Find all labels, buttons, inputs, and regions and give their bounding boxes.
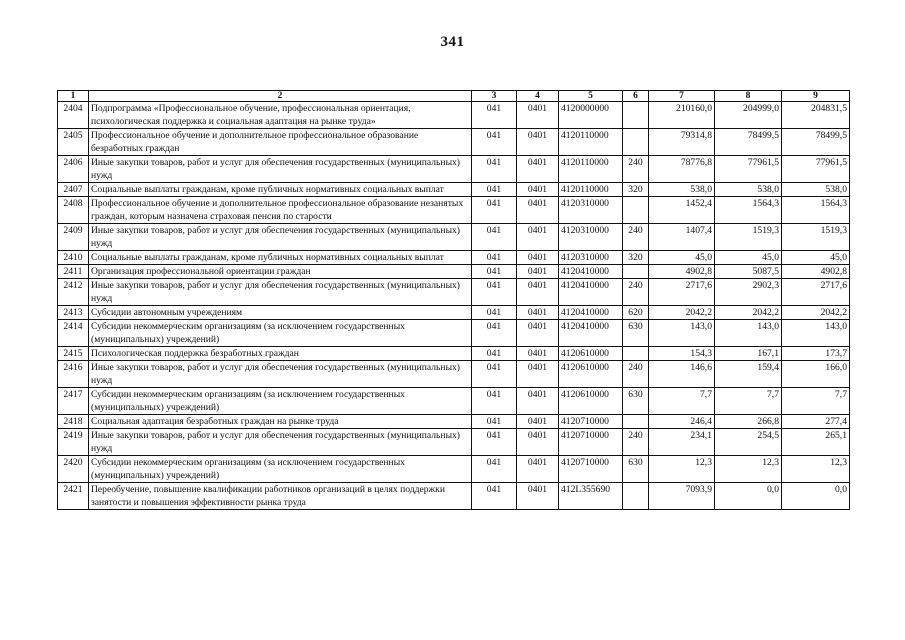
amount-col-9: 7,7: [782, 388, 850, 415]
section-code: 0401: [517, 456, 559, 483]
expense-type-code: 630: [623, 456, 649, 483]
table-row: [58, 415, 850, 429]
expense-type-code: 620: [623, 306, 649, 320]
amount-col-7: 210160,0: [649, 102, 715, 129]
target-code: 4120110000: [559, 183, 623, 197]
section-code: 0401: [517, 279, 559, 306]
amount-col-9: 0,0: [782, 483, 850, 510]
col-header: 5: [559, 91, 623, 102]
expense-type-code: [623, 129, 649, 156]
amount-col-9: 1519,3: [782, 224, 850, 251]
item-name: Субсидии некоммерческим организациям (за исключением государственных (муниципальных) учреждений): [89, 388, 472, 415]
row-number: 2404: [58, 102, 89, 129]
amount-col-8: 159,4: [715, 361, 782, 388]
expense-type-code: [623, 415, 649, 429]
item-name: Иные закупки товаров, работ и услуг для обеспечения государственных (муниципальных) нужд: [89, 224, 472, 251]
table-row: [58, 347, 850, 361]
ministry-code: 041: [472, 102, 517, 129]
amount-col-8: 78499,5: [715, 129, 782, 156]
amount-col-8: 538,0: [715, 183, 782, 197]
target-code: 4120310000: [559, 197, 623, 224]
amount-col-7: 78776,8: [649, 156, 715, 183]
ministry-code: 041: [472, 129, 517, 156]
section-code: 0401: [517, 429, 559, 456]
item-name: Психологическая поддержка безработных граждан: [89, 347, 472, 361]
amount-col-7: 538,0: [649, 183, 715, 197]
item-name: Профессиональное обучение и дополнительное профессиональное образование безработных граждан: [89, 129, 472, 156]
amount-col-9: 277,4: [782, 415, 850, 429]
target-code: 4120410000: [559, 306, 623, 320]
table-row: [58, 102, 850, 129]
table-row: [58, 279, 850, 306]
row-number: 2414: [58, 320, 89, 347]
col-header: 4: [517, 91, 559, 102]
amount-col-7: 79314,8: [649, 129, 715, 156]
target-code: 4120410000: [559, 320, 623, 347]
section-code: 0401: [517, 415, 559, 429]
amount-col-9: 78499,5: [782, 129, 850, 156]
section-code: 0401: [517, 156, 559, 183]
amount-col-9: 166,0: [782, 361, 850, 388]
table-row: [58, 197, 850, 224]
amount-col-8: 0,0: [715, 483, 782, 510]
expense-type-code: [623, 483, 649, 510]
amount-col-8: 266,8: [715, 415, 782, 429]
item-name: Переобучение, повышение квалификации работников организаций в целях поддержки занятости и повышения эффективности рынка труда: [89, 483, 472, 510]
expense-type-code: 240: [623, 429, 649, 456]
amount-col-7: 2717,6: [649, 279, 715, 306]
amount-col-9: 2717,6: [782, 279, 850, 306]
amount-col-7: 7093,9: [649, 483, 715, 510]
ministry-code: 041: [472, 265, 517, 279]
target-code: 4120610000: [559, 361, 623, 388]
amount-col-7: 4902,8: [649, 265, 715, 279]
expense-type-code: 240: [623, 156, 649, 183]
row-number: 2405: [58, 129, 89, 156]
col-header: 7: [649, 91, 715, 102]
table-row: [58, 265, 850, 279]
amount-col-9: 2042,2: [782, 306, 850, 320]
amount-col-7: 154,3: [649, 347, 715, 361]
amount-col-8: 5087,5: [715, 265, 782, 279]
amount-col-9: 45,0: [782, 251, 850, 265]
amount-col-8: 167,1: [715, 347, 782, 361]
ministry-code: 041: [472, 320, 517, 347]
amount-col-8: 204999,0: [715, 102, 782, 129]
expense-type-code: 240: [623, 224, 649, 251]
amount-col-7: 143,0: [649, 320, 715, 347]
target-code: 4120310000: [559, 224, 623, 251]
table-row: [58, 361, 850, 388]
amount-col-9: 265,1: [782, 429, 850, 456]
ministry-code: 041: [472, 197, 517, 224]
section-code: 0401: [517, 265, 559, 279]
amount-col-8: 12,3: [715, 456, 782, 483]
amount-col-7: 7,7: [649, 388, 715, 415]
row-number: 2416: [58, 361, 89, 388]
expense-type-code: 630: [623, 388, 649, 415]
col-header: 1: [58, 91, 89, 102]
ministry-code: 041: [472, 224, 517, 251]
expense-type-code: [623, 102, 649, 129]
section-code: 0401: [517, 102, 559, 129]
amount-col-7: 146,6: [649, 361, 715, 388]
item-name: Иные закупки товаров, работ и услуг для обеспечения государственных (муниципальных) нужд: [89, 429, 472, 456]
section-code: 0401: [517, 197, 559, 224]
amount-col-8: 2042,2: [715, 306, 782, 320]
row-number: 2419: [58, 429, 89, 456]
header-row: [58, 91, 850, 102]
target-code: 4120410000: [559, 265, 623, 279]
row-number: 2413: [58, 306, 89, 320]
ministry-code: 041: [472, 483, 517, 510]
section-code: 0401: [517, 347, 559, 361]
item-name: Иные закупки товаров, работ и услуг для обеспечения государственных (муниципальных) нужд: [89, 279, 472, 306]
target-code: 4120710000: [559, 456, 623, 483]
amount-col-8: 45,0: [715, 251, 782, 265]
amount-col-7: 246,4: [649, 415, 715, 429]
row-number: 2406: [58, 156, 89, 183]
section-code: 0401: [517, 224, 559, 251]
section-code: 0401: [517, 483, 559, 510]
amount-col-7: 1407,4: [649, 224, 715, 251]
amount-col-8: 1564,3: [715, 197, 782, 224]
section-code: 0401: [517, 361, 559, 388]
target-code: 4120710000: [559, 415, 623, 429]
row-number: 2420: [58, 456, 89, 483]
section-code: 0401: [517, 129, 559, 156]
ministry-code: 041: [472, 361, 517, 388]
amount-col-8: 254,5: [715, 429, 782, 456]
table-row: [58, 320, 850, 347]
row-number: 2415: [58, 347, 89, 361]
table-row: [58, 483, 850, 510]
amount-col-7: 1452,4: [649, 197, 715, 224]
ministry-code: 041: [472, 415, 517, 429]
col-header: 2: [89, 91, 472, 102]
section-code: 0401: [517, 388, 559, 415]
ministry-code: 041: [472, 251, 517, 265]
expense-type-code: 320: [623, 251, 649, 265]
item-name: Социальные выплаты гражданам, кроме публичных нормативных социальных выплат: [89, 183, 472, 197]
target-code: 4120310000: [559, 251, 623, 265]
amount-col-9: 173,7: [782, 347, 850, 361]
col-header: 3: [472, 91, 517, 102]
item-name: Профессиональное обучение и дополнительное профессиональное образование незанятых граждан, которым назначена страховая пенсия по старости: [89, 197, 472, 224]
table-row: [58, 183, 850, 197]
amount-col-9: 12,3: [782, 456, 850, 483]
ministry-code: 041: [472, 156, 517, 183]
amount-col-8: 7,7: [715, 388, 782, 415]
target-code: 4120610000: [559, 347, 623, 361]
row-number: 2408: [58, 197, 89, 224]
table-row: [58, 129, 850, 156]
table-row: [58, 456, 850, 483]
target-code: 4120000000: [559, 102, 623, 129]
amount-col-9: 77961,5: [782, 156, 850, 183]
section-code: 0401: [517, 320, 559, 347]
row-number: 2411: [58, 265, 89, 279]
amount-col-8: 77961,5: [715, 156, 782, 183]
item-name: Организация профессиональной ориентации граждан: [89, 265, 472, 279]
expense-type-code: [623, 265, 649, 279]
amount-col-9: 143,0: [782, 320, 850, 347]
table-row: [58, 429, 850, 456]
amount-col-7: 45,0: [649, 251, 715, 265]
item-name: Субсидии автономным учреждениям: [89, 306, 472, 320]
amount-col-8: 2902,3: [715, 279, 782, 306]
expense-type-code: [623, 197, 649, 224]
item-name: Социальные выплаты гражданам, кроме публичных нормативных социальных выплат: [89, 251, 472, 265]
row-number: 2412: [58, 279, 89, 306]
amount-col-9: 204831,5: [782, 102, 850, 129]
row-number: 2421: [58, 483, 89, 510]
amount-col-8: 143,0: [715, 320, 782, 347]
expense-type-code: 240: [623, 279, 649, 306]
row-number: 2417: [58, 388, 89, 415]
table-row: [58, 251, 850, 265]
ministry-code: 041: [472, 183, 517, 197]
table-row: [58, 224, 850, 251]
target-code: 4120110000: [559, 129, 623, 156]
target-code: 4120410000: [559, 279, 623, 306]
amount-col-7: 2042,2: [649, 306, 715, 320]
ministry-code: 041: [472, 388, 517, 415]
item-name: Иные закупки товаров, работ и услуг для обеспечения государственных (муниципальных) нужд: [89, 156, 472, 183]
amount-col-7: 234,1: [649, 429, 715, 456]
row-number: 2410: [58, 251, 89, 265]
item-name: Субсидии некоммерческим организациям (за исключением государственных (муниципальных) учреждений): [89, 456, 472, 483]
amount-col-8: 1519,3: [715, 224, 782, 251]
section-code: 0401: [517, 306, 559, 320]
col-header: 8: [715, 91, 782, 102]
target-code: 4120610000: [559, 388, 623, 415]
item-name: Иные закупки товаров, работ и услуг для обеспечения государственных (муниципальных) нужд: [89, 361, 472, 388]
expense-type-code: 240: [623, 361, 649, 388]
amount-col-9: 538,0: [782, 183, 850, 197]
table-body: [58, 102, 850, 510]
ministry-code: 041: [472, 429, 517, 456]
ministry-code: 041: [472, 279, 517, 306]
target-code: 4120710000: [559, 429, 623, 456]
table-row: [58, 306, 850, 320]
amount-col-9: 4902,8: [782, 265, 850, 279]
row-number: 2409: [58, 224, 89, 251]
expense-type-code: 630: [623, 320, 649, 347]
item-name: Субсидии некоммерческим организациям (за исключением государственных (муниципальных) учреждений): [89, 320, 472, 347]
amount-col-7: 12,3: [649, 456, 715, 483]
col-header: 6: [623, 91, 649, 102]
row-number: 2418: [58, 415, 89, 429]
expense-type-code: [623, 347, 649, 361]
budget-table: [57, 90, 850, 510]
item-name: Подпрограмма «Профессиональное обучение, профессиональная ориентация, психологическая поддержка и социальная адаптация на рынке труда»: [89, 102, 472, 129]
section-code: 0401: [517, 251, 559, 265]
expense-type-code: 320: [623, 183, 649, 197]
table-row: [58, 156, 850, 183]
ministry-code: 041: [472, 456, 517, 483]
table-row: [58, 388, 850, 415]
target-code: 4120110000: [559, 156, 623, 183]
page-number: 341: [440, 34, 465, 50]
row-number: 2407: [58, 183, 89, 197]
item-name: Социальная адаптация безработных граждан на рынке труда: [89, 415, 472, 429]
section-code: 0401: [517, 183, 559, 197]
ministry-code: 041: [472, 347, 517, 361]
amount-col-9: 1564,3: [782, 197, 850, 224]
col-header: 9: [782, 91, 850, 102]
target-code: 412L355690: [559, 483, 623, 510]
ministry-code: 041: [472, 306, 517, 320]
